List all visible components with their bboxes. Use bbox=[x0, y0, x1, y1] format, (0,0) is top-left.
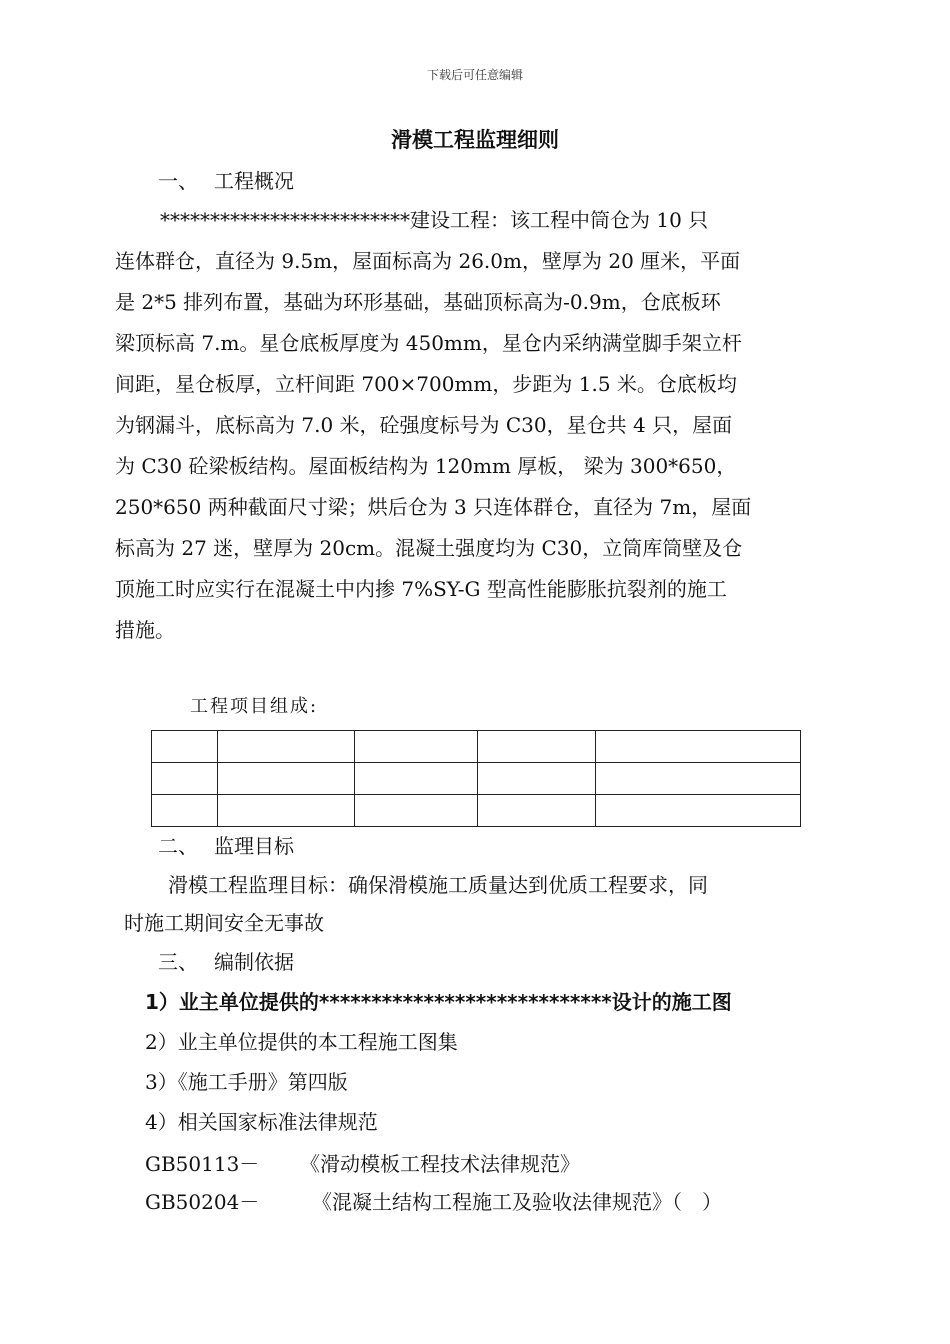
section-2-title: 监理目标 bbox=[214, 834, 294, 858]
table-cell bbox=[355, 763, 478, 795]
overview-line-6: 为钢漏斗，底标高为 7.0 米，砼强度标号为 C30，星仓共 4 只，屋面 bbox=[115, 413, 733, 437]
document-title: 滑模工程监理细则 bbox=[391, 128, 559, 152]
project-composition-label: 工程项目组成: bbox=[190, 696, 319, 717]
table-cell bbox=[355, 731, 478, 763]
section-3-heading bbox=[158, 946, 294, 975]
table-cell bbox=[596, 731, 801, 763]
basis-item-4: 4）相关国家标准法律规范 bbox=[145, 1110, 378, 1134]
overview-line-7: 为 C30 砼梁板结构。屋面板结构为 120mm 厚板， 梁为 300*650， bbox=[115, 454, 737, 478]
overview-line-11: 措施。 bbox=[115, 618, 175, 642]
basis-item-3: 3）《施工手册》第四版 bbox=[145, 1070, 348, 1094]
section-3-title: 编制依据 bbox=[214, 950, 294, 974]
table-cell bbox=[478, 763, 596, 795]
table-row bbox=[152, 763, 801, 795]
section-2-number: 二、 bbox=[158, 834, 198, 858]
section-1-heading bbox=[158, 165, 294, 194]
basis-item-1: 1）业主单位提供的****************************设计的施工图 bbox=[145, 990, 732, 1014]
overview-line-10: 顶施工时应实行在混凝土中内掺 7%SY-G 型高性能膨胀抗裂剂的施工 bbox=[115, 577, 727, 601]
table-cell bbox=[596, 795, 801, 827]
objective-line-2: 时施工期间安全无事故 bbox=[124, 911, 324, 935]
section-1-number: 一、 bbox=[158, 169, 198, 193]
header-note: 下载后可任意编辑 bbox=[426, 68, 523, 82]
table-cell bbox=[355, 795, 478, 827]
table-cell bbox=[152, 763, 218, 795]
overview-line-4: 梁顶标高 7.m。星仓底板厚度为 450mm，星仓内采纳满堂脚手架立杆 bbox=[115, 331, 742, 355]
basis-item-2: 2）业主单位提供的本工程施工图集 bbox=[145, 1030, 458, 1054]
table-cell bbox=[152, 795, 218, 827]
standard-code-1: GB50113－ bbox=[145, 1152, 260, 1176]
table-cell bbox=[478, 731, 596, 763]
section-3-number: 三、 bbox=[158, 950, 198, 974]
table-cell bbox=[152, 731, 218, 763]
overview-line-2: 连体群仓，直径为 9.5m，屋面标高为 26.0m，壁厚为 20 厘米，平面 bbox=[115, 249, 741, 273]
project-composition-table bbox=[151, 730, 801, 827]
table-cell bbox=[478, 795, 596, 827]
standard-name-2: 《混凝土结构工程施工及验收法律规范》（ ） bbox=[312, 1190, 722, 1214]
overview-line-3: 是 2*5 排列布置，基础为环形基础，基础顶标高为-0.9m，仓底板环 bbox=[115, 290, 721, 314]
table-cell bbox=[218, 763, 355, 795]
overview-line-8: 250*650 两种截面尺寸梁；烘后仓为 3 只连体群仓，直径为 7m，屋面 bbox=[115, 495, 752, 519]
table-cell bbox=[218, 731, 355, 763]
table-row bbox=[152, 731, 801, 763]
section-1-title: 工程概况 bbox=[214, 169, 294, 193]
standard-name-1: 《滑动模板工程技术法律规范》 bbox=[300, 1152, 580, 1176]
objective-line-1: 滑模工程监理目标：确保滑模施工质量达到优质工程要求，同 bbox=[168, 873, 708, 897]
standard-code-2: GB50204－ bbox=[145, 1190, 260, 1214]
table-cell bbox=[596, 763, 801, 795]
overview-line-5: 间距，星仓板厚，立杆间距 700×700mm，步距为 1.5 米。仓底板均 bbox=[115, 372, 737, 396]
overview-line-1: *************************建设工程：该工程中筒仓为 10 只 bbox=[160, 208, 709, 232]
section-2-heading bbox=[158, 830, 294, 859]
overview-line-9: 标高为 27 迷，壁厚为 20cm。混凝土强度均为 C30，立筒库筒壁及仓 bbox=[115, 536, 743, 560]
table-row bbox=[152, 795, 801, 827]
table-cell bbox=[218, 795, 355, 827]
